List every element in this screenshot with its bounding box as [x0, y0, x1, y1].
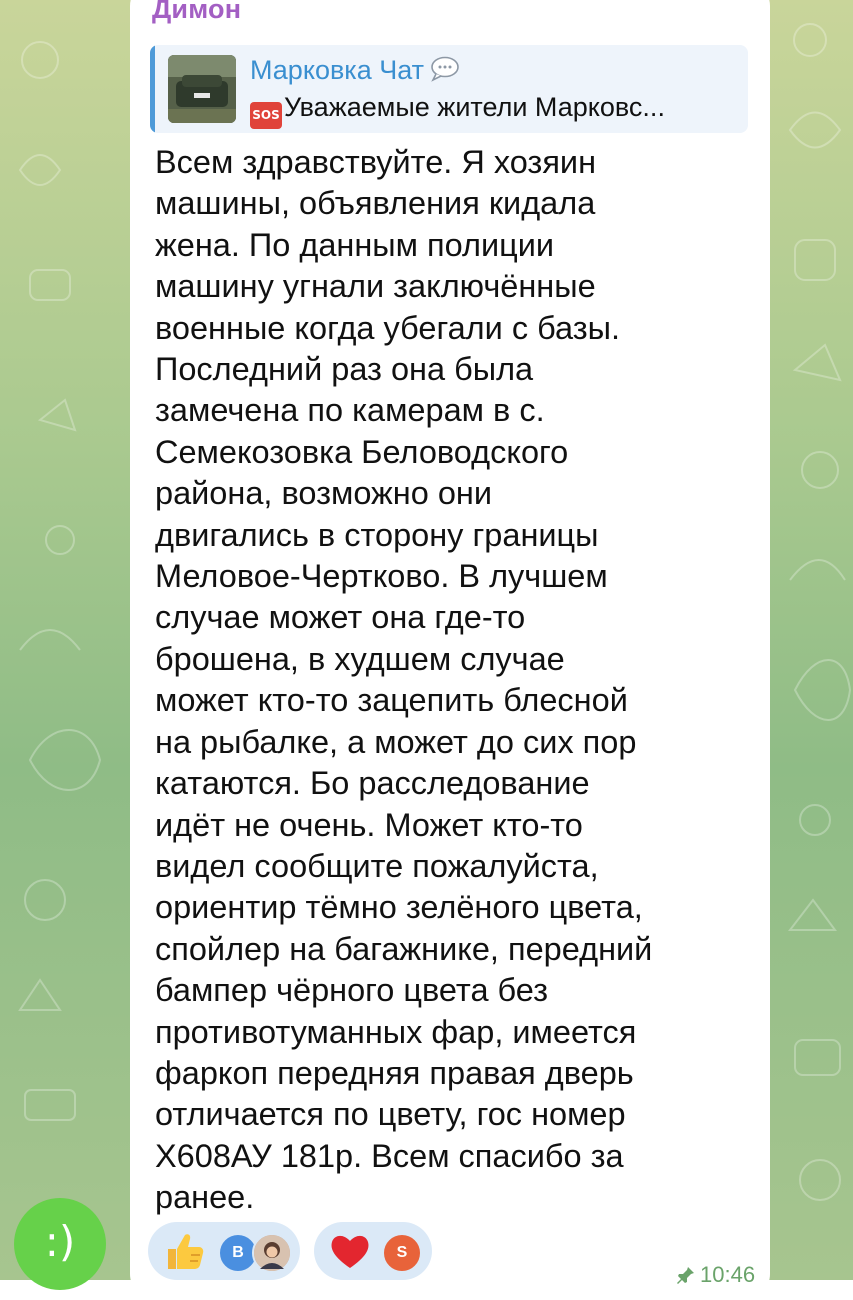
- sos-icon: SOS: [250, 102, 282, 129]
- user-photo-icon: [254, 1235, 290, 1271]
- speech-bubble-icon: [430, 56, 460, 89]
- heart-icon: [328, 1229, 372, 1273]
- reply-preview-text: Уважаемые жители Марковс...: [284, 92, 665, 122]
- reaction-user-avatar: S: [382, 1233, 422, 1273]
- reply-chat-title: [250, 55, 460, 89]
- pin-icon: [676, 1265, 696, 1285]
- message-time: [676, 1262, 755, 1288]
- reply-accent-bar: [150, 45, 155, 133]
- reaction-thumbs-up[interactable]: [148, 1222, 300, 1280]
- reply-thumbnail: [168, 55, 236, 123]
- reaction-user-avatar: [252, 1233, 292, 1273]
- reply-preview[interactable]: [150, 45, 748, 133]
- car-photo-icon: [168, 55, 236, 123]
- sender-name[interactable]: Димон: [152, 0, 242, 24]
- message-text: Всем здравствуйте. Я хозяин машины, объявления кидала жена. По данным полиции машину угнали заключённые военные когда убегали с базы. Последний раз она была замечена по камерам в с. Семекозовка Беловодского района, возможно они двигались в сторону границы Меловое-Чертково. В лучшем случае может она где-то брошена, в худшем случае может кто-то зацепить блесной на рыбалке, а может до сих пор катаются. Бо расследование идёт не очень. Может кто-то видел сообщите пожалуйста, ориентир тёмно зелёного цвета, спойлер на багажнике, передний бампер чёрного цвета без противотуманных фар, имеется фаркоп передняя правая дверь отличается по цвету, гос номер Х608АУ 181р. Всем спасибо за ранее.: [155, 144, 653, 1216]
- message-time-text: 10:46: [700, 1262, 756, 1287]
- reaction-heart[interactable]: [314, 1222, 432, 1280]
- sender-avatar[interactable]: :): [14, 1198, 106, 1290]
- reaction-user-avatar: В: [218, 1233, 258, 1273]
- reply-preview-line: [250, 92, 665, 129]
- reply-chat-title-text: Марковка Чат: [250, 55, 425, 85]
- thumbs-up-icon: [162, 1229, 206, 1273]
